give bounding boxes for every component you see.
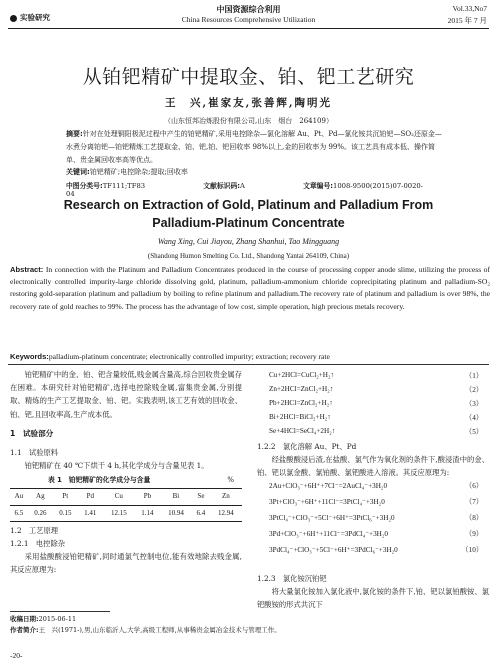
paper-title-cn: 从铂钯精矿中提取金、铂、钯工艺研究 (82, 66, 415, 88)
affiliation-en: (Shandong Humon Smelting Co. Ltd., Shandong Yantai 264109, China) (147, 252, 350, 260)
equation-number: （8） (465, 514, 483, 522)
subsubsection-heading: 1.2.2 氯化溶解 Au、Pt、Pd (257, 442, 357, 451)
equation: 2Au+ClO₃⁻+6H⁺+7Cl⁻=2AuCl₄⁻+3H₂0 (269, 482, 388, 490)
equation-number: （5） (465, 428, 483, 436)
keywords-en-text: palladium-platinum concentrate; electronically controlled impurity; extraction; recovery rate (48, 352, 330, 361)
journal-name-cn: 中国资源综合利用 (216, 4, 281, 14)
table-header-cell: Ag (28, 489, 53, 505)
precipitation-paragraph: 将大量氯化铵加入氯化液中,氯化铵的条件下,铂、钯以氯铂酸铵、氯钯酸铵的形式共沉下 (257, 587, 489, 610)
paper-title-en-line1: Research on Extraction of Gold, Platinum and Palladium From (63, 198, 434, 212)
keywords-en (10, 351, 490, 363)
table-cell: 12.94 (210, 505, 242, 521)
paper-title-en (0, 196, 497, 232)
abstract-en (10, 264, 490, 313)
table-cell: 12.15 (103, 505, 135, 521)
abstract-rule (8, 364, 489, 365)
equation: Se+4HCl=SeCl₄+2H₂↑ (269, 427, 336, 435)
header-rule (8, 28, 489, 29)
article-number: 文章编号:1008-9500(2015)07-0020-04 (66, 182, 424, 198)
table-header-cell: Zn (210, 489, 242, 505)
journal-name-en: China Resources Comprehensive Utilization (181, 15, 316, 24)
authors-en: Wang Xing, Cui Jiayou, Zhang Shanhui, Tao Mingguang (157, 237, 340, 246)
materials-paragraph: 铂钯精矿在 40 ℃下烘干 4 h,其化学成分与含量见表 1。 (24, 461, 209, 471)
composition-table (10, 488, 242, 521)
abstract-en-label: Abstract: (10, 265, 44, 274)
doc-code: 文献标识码:A (203, 182, 245, 190)
table-header-cell: Au (10, 489, 28, 505)
abstract-cn (66, 128, 446, 168)
footnote-received: 收稿日期:2015-06-11 (10, 615, 77, 623)
abstract-en-text: In connection with the Platinum and Palladium Concentrates produced in the course of processing copper anode slime, utilizing the process of electronically controlled impurity-large chloride dissolving gold, platinum, palladium-ammonium chloride coprecipitating platinum and palladium-SO₂ restoring gold-separation platinum and palladium by boiling to refine platinum and palladium.The recovery rate of platinum and palladium is over 98%, the recovery rate of gold reaches to 99%. The process has the advantage of low cost, simple operation, high precious metals recovery. (10, 265, 490, 311)
subsection-heading: 1.1 试验原料 (10, 448, 59, 458)
keywords-cn-label: 关键词: (66, 168, 90, 176)
table-cell: 1.41 (78, 505, 103, 521)
equation: Pb+2HCl=ZnCl₂+H₂↑ (269, 399, 333, 407)
table-cell: 6.4 (192, 505, 210, 521)
equation-number: （7） (465, 498, 483, 506)
subsubsection-heading: 1.2.1 电控除杂 (10, 539, 66, 549)
equation: 3Pt+ClO₃⁻+6H⁺+11Cl⁻=3PtCl₄⁻+3H₂0 (269, 498, 385, 506)
equation: 3PdCl₄⁻+ClO₃⁻+5Cl⁻+6H⁺=3PdCl₆⁻+3H₂0 (269, 546, 398, 554)
journal-date: 2015 年 7 月 (447, 16, 487, 25)
keywords-en-label: Keywords: (10, 352, 49, 361)
table-row (10, 505, 242, 521)
equation: Bi+2HCl=BiCl₂+H₂↑ (269, 413, 331, 421)
table-cell: 0.26 (28, 505, 53, 521)
table-header-cell: Pb (135, 489, 160, 505)
subsubsection-heading: 1.2.3 氯化铵沉铂钯 (257, 574, 327, 583)
table-header-cell: Pd (78, 489, 103, 505)
table-header-cell: Se (192, 489, 210, 505)
paper-title-en-line2: Palladium-Platinum Concentrate (152, 216, 345, 230)
keywords-cn-text: 铂钯精矿;电控除杂;提取;回收率 (89, 168, 188, 176)
table-header-cell: Bi (160, 489, 192, 505)
equation-number: （2） (465, 386, 483, 394)
abstract-cn-label: 摘要: (66, 130, 83, 138)
clc-code: 中图分类号:TF111;TF83 (66, 182, 146, 190)
equation: 3Pd+ClO₃⁻+6H⁺+11Cl⁻=3PdCl₄⁻+3H₂0 (269, 530, 388, 538)
equation-number: （1） (465, 372, 483, 380)
table-caption: 表 1 铂钯精矿的化学成分与含量 (48, 476, 151, 485)
left-column (10, 368, 242, 577)
affiliation-cn: （山东恒邦冶炼股份有限公司,山东 烟台 264109） (164, 117, 333, 125)
authors-cn: 王 兴,崔家友,张善辉,陶明光 (165, 97, 332, 109)
impurity-removal-paragraph: 采用盐酸酸浸铂钯精矿,同时通氯气控制电位,能有效地除去贱金属,其反应原理为: (10, 552, 242, 575)
keywords-cn (66, 166, 446, 179)
section-heading: 1 试验部分 (10, 428, 54, 438)
right-column-lower (257, 572, 489, 612)
table-cell: 1.14 (135, 505, 160, 521)
table-cell: 10.94 (160, 505, 192, 521)
section-label: 实验研究 (10, 12, 50, 23)
dissolution-paragraph: 经盐酸酸浸后渣,在盐酸、氯气作为氧化剂的条件下,酸浸渣中的金、铂、钯以氯金酸、氯铂酸、氯钯酸进入溶液。其反应原理为: (257, 455, 489, 478)
table-caption-row (10, 474, 242, 488)
table-header-cell: Pt (53, 489, 78, 505)
footnote-rule (10, 611, 110, 612)
equation-number: （4） (465, 414, 483, 422)
table-cell: 0.15 (53, 505, 78, 521)
table-header-cell: Cu (103, 489, 135, 505)
table-cell: 6.5 (10, 505, 28, 521)
equation-number: （3） (465, 400, 483, 408)
table-unit: % (227, 476, 234, 485)
equation-number: （9） (465, 530, 483, 538)
table-header-row (10, 489, 242, 505)
subsection-heading: 1.2 工艺原理 (10, 525, 59, 535)
intro-paragraph: 铂钯精矿中的金、铂、钯含量较低,贱金属含量高,综合回收贵金属存在困难。本研究针对铂钯精矿,选择电控除贱金属,富集贵金属,分别提取、精炼的生产工艺提取金、铂、钯。实践表明,该工艺有效的回收金、铂、钯,且回收率高,生产成本低。 (10, 370, 242, 419)
equation-number: （6） (465, 482, 483, 490)
footnote-author: 作者简介:王 兴(1971-),男,山东临沂人,大学,高级工程师,从事稀贵金属冶金技术与管理工作。 (10, 626, 281, 634)
right-column (257, 440, 489, 480)
equation: Zn+2HCl=ZnCl₂+H₂↑ (269, 385, 334, 393)
equation: 3PtCl₄⁻+ClO₃⁻+5Cl⁻+6H⁺=3PtCl₆⁻+3H₂0 (269, 514, 395, 522)
equation-number: （10） (461, 546, 483, 554)
equation: Cu+2HCl=CuCl₂+H₂↑ (269, 371, 335, 379)
abstract-cn-text: 针对在处理铜阳极泥过程中产生的铂钯精矿,采用电控除杂—氯化溶解 Au、Pt、Pd—氯化铵共沉铂钯—SO₂还原金—水煮分离铂钯—铂钯精炼工艺提取金、铂、钯,铂、钯回收率 98%以上,金的回收率为 99%。该工艺具有成本低、操作简单、贵金属回收率高等优点。 (66, 130, 442, 165)
journal-volume: Vol.33,No7 (452, 4, 487, 13)
page-number: -20- (10, 651, 23, 660)
